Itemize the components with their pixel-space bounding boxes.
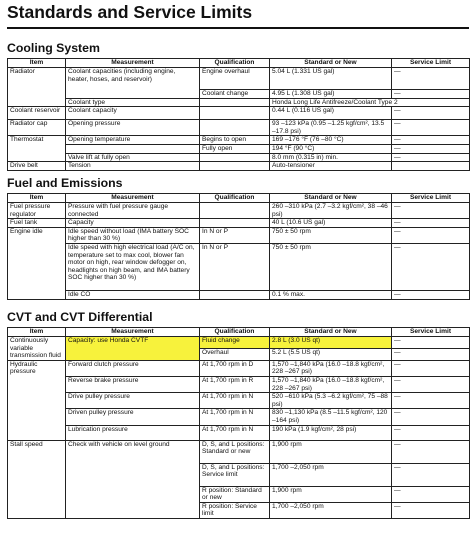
cell-measurement: Driven pulley pressure: [66, 409, 200, 425]
cell-qualification: At 1,700 rpm in D: [200, 360, 270, 376]
col-header-service-limit: Service Limit: [392, 194, 470, 203]
cell-qualification: [200, 98, 270, 107]
cell-measurement: Reverse brake pressure: [66, 376, 200, 392]
cell-service-limit: —: [392, 68, 470, 90]
table-row: [8, 203, 470, 219]
cell-qualification: Coolant change: [200, 90, 270, 99]
cell-standard: 40 L (10.6 US gal): [270, 219, 392, 228]
cell-qualification: D, S, and L positions: Standard or new: [200, 440, 270, 463]
cell-service-limit: —: [392, 463, 470, 486]
cell-service-limit: —: [392, 107, 470, 120]
cell-measurement: Idle speed with high electrical load (A/C on, temperature set to max cool, blower fan motor on high, rear window defogger on, headlights on high beam, and IMA battery SOC higher than 30 %): [66, 243, 200, 290]
cell-standard: 4.95 L (1.308 US gal): [270, 90, 392, 99]
cell-standard: 8.0 mm (0.315 in) min.: [270, 153, 392, 162]
cell-standard: 0.1 % max.: [270, 290, 392, 299]
cell-service-limit: —: [392, 227, 470, 243]
cell-item: Fuel pressure regulator: [8, 203, 66, 219]
table-row: [8, 337, 470, 349]
cell-standard: 169 –176 °F (76 –80 °C): [270, 136, 392, 145]
cell-service-limit: —: [392, 348, 470, 360]
cell-standard: 1,570 –1,840 kPa (16.0 –18.8 kgf/cm², 228 –267 psi): [270, 360, 392, 376]
cell-standard: 194 °F (90 °C): [270, 144, 392, 153]
cell-measurement: Check with vehicle on level ground: [66, 440, 200, 518]
page-title: Standards and Service Limits: [7, 2, 253, 22]
cell-standard: 0.44 L (0.116 US gal): [270, 107, 392, 120]
table-row: [8, 68, 470, 90]
cell-qualification: D, S, and L positions: Service limit: [200, 463, 270, 486]
table-row: [8, 144, 470, 153]
cell-qualification: Overhaul: [200, 348, 270, 360]
cell-qualification: [200, 162, 270, 171]
cell-qualification: R position: Service limit: [200, 502, 270, 518]
cell-qualification: At 1,700 rpm in R: [200, 376, 270, 392]
table-row: [8, 136, 470, 145]
cell-service-limit: —: [392, 120, 470, 136]
table-row: [8, 290, 470, 299]
cooling-table: [7, 58, 470, 171]
cell-standard: 750 ± 50 rpm: [270, 243, 392, 290]
table-row: [8, 162, 470, 171]
table-row: [8, 409, 470, 425]
cell-qualification: Fully open: [200, 144, 270, 153]
col-header-qualification: Qualification: [200, 328, 270, 337]
table-row: [8, 360, 470, 376]
cell-qualification: [200, 153, 270, 162]
cell-item: Engine idle: [8, 227, 66, 299]
col-header-service-limit: Service Limit: [392, 328, 470, 337]
cell-service-limit: [392, 162, 470, 171]
cell-measurement: Capacity: [66, 219, 200, 228]
cell-standard: 830 –1,130 kPa (8.5 –11.5 kgf/cm², 120 –164 psi): [270, 409, 392, 425]
col-header-measurement: Measurement: [66, 328, 200, 337]
cell-measurement: Tension: [66, 162, 200, 171]
fuel-heading: Fuel and Emissions: [7, 176, 123, 190]
cell-qualification: At 1,700 rpm in N: [200, 409, 270, 425]
cell-qualification: [200, 290, 270, 299]
table-row: [8, 376, 470, 392]
cell-standard: 1,700 –2,050 rpm: [270, 502, 392, 518]
title-rule: [7, 27, 469, 29]
cell-item: Radiator: [8, 68, 66, 107]
table-row: [8, 243, 470, 290]
cell-measurement: Forward clutch pressure: [66, 360, 200, 376]
cell-standard: 1,900 rpm: [270, 486, 392, 502]
cell-item: Hydraulic pressure: [8, 360, 66, 440]
cell-item: Drive belt: [8, 162, 66, 171]
table-row: [8, 107, 470, 120]
cell-qualification: [200, 120, 270, 136]
cell-standard: 5.2 L (5.5 US qt): [270, 348, 392, 360]
cell-service-limit: —: [392, 136, 470, 145]
cell-service-limit: —: [392, 502, 470, 518]
cell-measurement: Coolant type: [66, 98, 200, 107]
cell-qualification: Fluid change: [200, 337, 270, 349]
cell-qualification: Begins to open: [200, 136, 270, 145]
cell-qualification: At 1,700 rpm in N: [200, 425, 270, 440]
table-row: [8, 153, 470, 162]
cell-measurement: Coolant capacities (including engine, heater, hoses, and reservoir): [66, 68, 200, 99]
cell-measurement: Idle CO: [66, 290, 200, 299]
cell-service-limit: —: [392, 425, 470, 440]
cell-standard: 190 kPa (1.9 kgf/cm², 28 psi): [270, 425, 392, 440]
col-header-item: Item: [8, 59, 66, 68]
col-header-measurement: Measurement: [66, 59, 200, 68]
cell-qualification: Engine overhaul: [200, 68, 270, 90]
col-header-item: Item: [8, 194, 66, 203]
cell-standard: 260 –310 kPa (2.7 –3.2 kgf/cm², 38 –46 psi): [270, 203, 392, 219]
cell-service-limit: —: [392, 376, 470, 392]
cell-qualification: [200, 107, 270, 120]
cell-qualification: R position: Standard or new: [200, 486, 270, 502]
col-header-measurement: Measurement: [66, 194, 200, 203]
cell-service-limit: —: [392, 360, 470, 376]
table-row: [8, 440, 470, 463]
col-header-standard: Standard or New: [270, 194, 392, 203]
col-header-service-limit: Service Limit: [392, 59, 470, 68]
cell-measurement: Opening pressure: [66, 120, 200, 136]
cell-service-limit: —: [392, 290, 470, 299]
cell-standard: Auto-tensioner: [270, 162, 392, 171]
table-row: [8, 227, 470, 243]
cell-qualification: [200, 203, 270, 219]
table-row: [8, 393, 470, 409]
cell-standard: Honda Long Life Antifreeze/Coolant Type 2: [270, 98, 470, 107]
cell-service-limit: —: [392, 393, 470, 409]
cell-measurement: Lubrication pressure: [66, 425, 200, 440]
cell-standard: 1,700 –2,050 rpm: [270, 463, 392, 486]
cell-item: Coolant reservoir: [8, 107, 66, 120]
col-header-qualification: Qualification: [200, 194, 270, 203]
cell-service-limit: —: [392, 337, 470, 349]
cell-qualification: In N or P: [200, 227, 270, 243]
cell-service-limit: —: [392, 203, 470, 219]
table-row: [8, 425, 470, 440]
cell-measurement: Valve lift at fully open: [66, 153, 200, 162]
table-row: [8, 120, 470, 136]
col-header-standard: Standard or New: [270, 328, 392, 337]
cell-measurement: Drive pulley pressure: [66, 393, 200, 409]
cell-standard: 5.04 L (1.331 US gal): [270, 68, 392, 90]
cell-item: Continuously variable transmission fluid: [8, 337, 66, 361]
cell-qualification: At 1,700 rpm in N: [200, 393, 270, 409]
cell-standard: 93 –123 kPa (0.95 –1.25 kgf/cm², 13.5 –17.8 psi): [270, 120, 392, 136]
table-row: [8, 219, 470, 228]
cell-service-limit: —: [392, 243, 470, 290]
cvt-table: [7, 327, 470, 519]
cell-measurement: [66, 144, 200, 153]
cooling-heading: Cooling System: [7, 41, 100, 55]
col-header-standard: Standard or New: [270, 59, 392, 68]
cell-service-limit: —: [392, 90, 470, 99]
cell-standard: 750 ± 50 rpm: [270, 227, 392, 243]
cell-standard: 1,570 –1,840 kPa (16.0 –18.8 kgf/cm², 228 –267 psi): [270, 376, 392, 392]
cell-standard: 1,900 rpm: [270, 440, 392, 463]
cell-standard: 520 –610 kPa (5.3 –6.2 kgf/cm², 75 –88 psi): [270, 393, 392, 409]
cell-item: Radiator cap: [8, 120, 66, 136]
cell-measurement: Coolant capacity: [66, 107, 200, 120]
cell-service-limit: —: [392, 219, 470, 228]
cell-item: Thermostat: [8, 136, 66, 162]
cell-service-limit: —: [392, 409, 470, 425]
cell-qualification: [200, 219, 270, 228]
cell-measurement: Opening temperature: [66, 136, 200, 145]
cell-measurement: Pressure with fuel pressure gauge connected: [66, 203, 200, 219]
cell-service-limit: —: [392, 153, 470, 162]
col-header-item: Item: [8, 328, 66, 337]
cvt-heading: CVT and CVT Differential: [7, 310, 153, 324]
cell-service-limit: —: [392, 144, 470, 153]
fuel-table: [7, 193, 470, 300]
cell-measurement: Idle speed without load (IMA battery SOC higher than 30 %): [66, 227, 200, 243]
cell-service-limit: —: [392, 440, 470, 463]
table-row: [8, 98, 470, 107]
cell-standard: 2.8 L (3.0 US qt): [270, 337, 392, 349]
col-header-qualification: Qualification: [200, 59, 270, 68]
cell-measurement: Capacity: use Honda CVTF: [66, 337, 200, 361]
cell-qualification: In N or P: [200, 243, 270, 290]
cell-item: Stall speed: [8, 440, 66, 518]
cell-service-limit: —: [392, 486, 470, 502]
cell-item: Fuel tank: [8, 219, 66, 228]
